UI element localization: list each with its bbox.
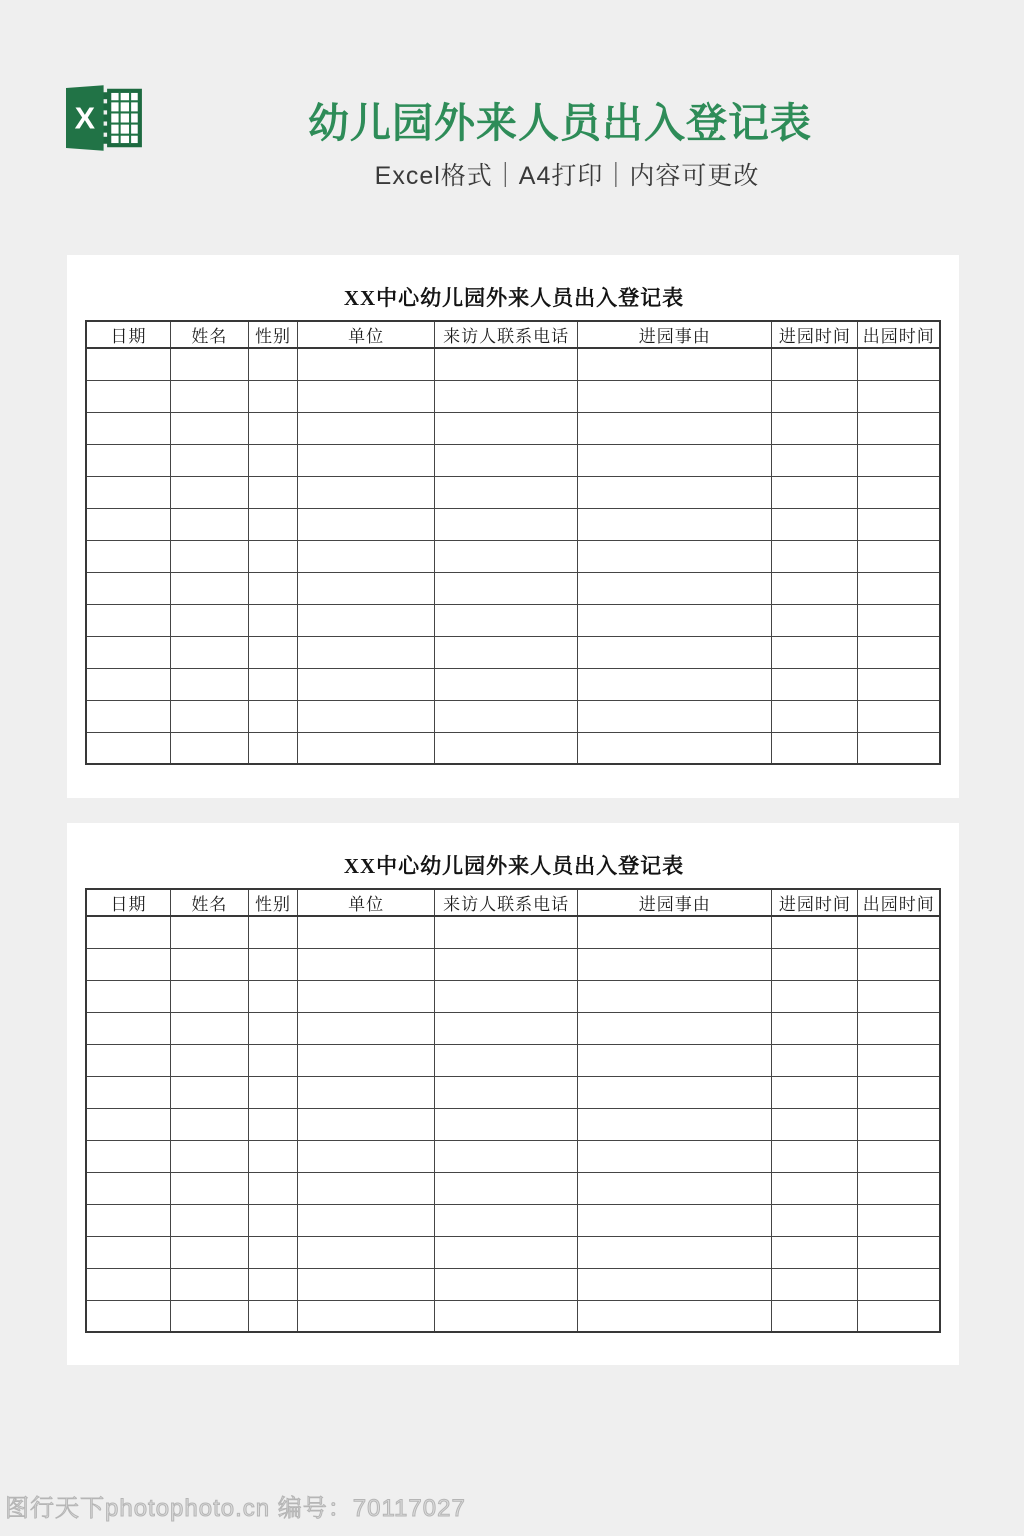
empty-cell [858,700,940,732]
empty-row [86,1140,940,1172]
empty-cell [858,1012,940,1044]
empty-row [86,668,940,700]
empty-cell [434,1172,577,1204]
empty-cell [298,1204,435,1236]
empty-cell [434,348,577,380]
empty-row [86,1108,940,1140]
empty-cell [578,572,772,604]
column-header: 性别 [248,889,298,916]
page-subtitle: Excel格式｜A4打印｜内容可更改 [374,162,760,190]
empty-cell [772,348,858,380]
empty-cell [298,572,435,604]
empty-row [86,948,940,980]
empty-cell [248,1140,298,1172]
empty-cell [434,732,577,764]
empty-cell [298,1140,435,1172]
empty-cell [298,1300,435,1332]
empty-cell [171,1236,249,1268]
empty-cell [578,916,772,948]
empty-row [86,1172,940,1204]
empty-cell [86,1268,171,1300]
empty-cell [434,1204,577,1236]
column-header: 日期 [86,321,171,348]
table-title: XX中心幼儿园外来人员出入登记表 [343,854,685,878]
empty-cell [86,508,171,540]
empty-cell [298,1108,435,1140]
column-header: 出园时间 [858,321,940,348]
empty-cell [298,604,435,636]
empty-cell [578,636,772,668]
column-header: 日期 [86,889,171,916]
empty-cell [858,444,940,476]
empty-row [86,1044,940,1076]
empty-cell [86,1044,171,1076]
empty-cell [858,380,940,412]
empty-cell [248,444,298,476]
empty-cell [248,1108,298,1140]
registration-table-2 [85,888,941,1333]
empty-cell [298,700,435,732]
empty-cell [171,572,249,604]
empty-cell [772,1300,858,1332]
column-header: 来访人联系电话 [434,889,577,916]
empty-cell [772,572,858,604]
empty-cell [434,916,577,948]
empty-cell [434,1140,577,1172]
empty-cell [858,948,940,980]
empty-cell [171,380,249,412]
empty-cell [578,1300,772,1332]
empty-cell [858,348,940,380]
empty-cell [171,700,249,732]
empty-cell [171,348,249,380]
empty-cell [434,980,577,1012]
empty-row [86,348,940,380]
column-header: 单位 [298,889,435,916]
empty-cell [578,1236,772,1268]
empty-cell [298,1012,435,1044]
empty-cell [772,540,858,572]
empty-cell [772,1204,858,1236]
empty-cell [578,444,772,476]
empty-cell [434,380,577,412]
empty-cell [248,572,298,604]
empty-cell [171,1268,249,1300]
empty-cell [578,476,772,508]
empty-cell [86,1076,171,1108]
empty-row [86,444,940,476]
empty-cell [578,700,772,732]
empty-cell [772,380,858,412]
empty-cell [298,1172,435,1204]
empty-cell [248,348,298,380]
column-header: 性别 [248,321,298,348]
column-header: 进园事由 [578,889,772,916]
empty-cell [772,1012,858,1044]
empty-cell [858,1140,940,1172]
column-header: 单位 [298,321,435,348]
empty-cell [248,732,298,764]
column-header: 来访人联系电话 [434,321,577,348]
empty-cell [434,668,577,700]
empty-cell [171,980,249,1012]
empty-cell [298,668,435,700]
empty-cell [248,700,298,732]
empty-cell [248,948,298,980]
empty-cell [298,444,435,476]
header-row [86,889,940,916]
empty-cell [248,636,298,668]
empty-cell [772,916,858,948]
empty-cell [858,1044,940,1076]
empty-cell [772,1044,858,1076]
empty-row [86,1300,940,1332]
empty-cell [772,508,858,540]
empty-cell [578,980,772,1012]
empty-cell [298,380,435,412]
empty-cell [248,1076,298,1108]
empty-cell [86,732,171,764]
column-header: 姓名 [171,889,249,916]
empty-cell [171,732,249,764]
empty-cell [248,1012,298,1044]
empty-cell [772,700,858,732]
empty-row [86,604,940,636]
empty-row [86,732,940,764]
empty-cell [171,1204,249,1236]
empty-cell [434,1300,577,1332]
header-row [86,321,940,348]
empty-cell [298,508,435,540]
empty-cell [248,916,298,948]
empty-cell [298,540,435,572]
empty-cell [298,1044,435,1076]
empty-row [86,1236,940,1268]
empty-cell [86,1172,171,1204]
empty-cell [248,1236,298,1268]
empty-cell [578,508,772,540]
empty-cell [578,1044,772,1076]
empty-cell [772,1108,858,1140]
empty-cell [858,668,940,700]
empty-cell [578,948,772,980]
empty-cell [298,412,435,444]
empty-cell [248,1204,298,1236]
empty-cell [434,572,577,604]
empty-cell [858,1204,940,1236]
empty-cell [248,1044,298,1076]
empty-cell [86,1108,171,1140]
empty-cell [86,1140,171,1172]
empty-cell [858,1108,940,1140]
empty-row [86,636,940,668]
empty-cell [248,1268,298,1300]
empty-cell [578,412,772,444]
empty-cell [772,1076,858,1108]
empty-cell [578,732,772,764]
empty-cell [86,572,171,604]
column-header: 进园时间 [772,321,858,348]
empty-cell [171,1108,249,1140]
empty-cell [248,980,298,1012]
empty-cell [86,348,171,380]
empty-cell [248,668,298,700]
empty-cell [171,444,249,476]
empty-cell [86,700,171,732]
empty-row [86,476,940,508]
empty-cell [298,1236,435,1268]
empty-cell [171,1076,249,1108]
preview-panel-2 [67,823,959,1365]
empty-cell [298,1268,435,1300]
column-header: 出园时间 [858,889,940,916]
empty-cell [86,1236,171,1268]
svg-text:X: X [74,101,96,136]
empty-row [86,1076,940,1108]
empty-cell [772,732,858,764]
empty-cell [171,476,249,508]
empty-cell [858,508,940,540]
empty-cell [248,476,298,508]
empty-cell [772,476,858,508]
empty-cell [578,1204,772,1236]
empty-cell [858,604,940,636]
empty-cell [248,1172,298,1204]
empty-cell [772,604,858,636]
empty-cell [171,1300,249,1332]
empty-cell [434,1268,577,1300]
empty-cell [772,948,858,980]
empty-cell [772,412,858,444]
empty-cell [86,948,171,980]
empty-cell [298,636,435,668]
empty-cell [858,636,940,668]
empty-cell [858,476,940,508]
empty-row [86,916,940,948]
empty-cell [298,980,435,1012]
empty-cell [858,980,940,1012]
empty-cell [434,508,577,540]
empty-cell [434,1012,577,1044]
empty-cell [858,1172,940,1204]
empty-cell [298,732,435,764]
empty-cell [578,1268,772,1300]
empty-cell [578,380,772,412]
empty-cell [248,540,298,572]
preview-panel-1 [67,255,959,798]
empty-row [86,380,940,412]
empty-cell [858,732,940,764]
empty-row [86,508,940,540]
empty-cell [578,348,772,380]
empty-cell [772,1140,858,1172]
empty-cell [298,948,435,980]
column-header: 进园时间 [772,889,858,916]
empty-cell [248,508,298,540]
empty-cell [858,1300,940,1332]
empty-row [86,1268,940,1300]
site-watermark: 图行天下photophoto.cn 编号：70117027 [5,1495,466,1522]
empty-cell [858,412,940,444]
empty-cell [434,1108,577,1140]
empty-cell [171,1044,249,1076]
table-title: XX中心幼儿园外来人员出入登记表 [343,286,685,310]
empty-cell [298,476,435,508]
empty-cell [434,948,577,980]
empty-cell [578,1012,772,1044]
empty-cell [86,980,171,1012]
empty-cell [86,444,171,476]
empty-cell [434,700,577,732]
empty-cell [772,1268,858,1300]
column-header: 进园事由 [578,321,772,348]
empty-cell [298,916,435,948]
empty-cell [86,916,171,948]
empty-cell [434,444,577,476]
empty-cell [171,636,249,668]
empty-cell [434,1076,577,1108]
empty-cell [772,1236,858,1268]
empty-row [86,700,940,732]
empty-cell [86,668,171,700]
empty-cell [86,476,171,508]
empty-cell [248,380,298,412]
empty-cell [86,1204,171,1236]
empty-cell [434,1044,577,1076]
empty-cell [434,540,577,572]
empty-cell [858,1268,940,1300]
registration-table-1 [85,320,941,765]
empty-cell [86,1012,171,1044]
empty-row [86,1012,940,1044]
empty-cell [171,948,249,980]
empty-cell [578,604,772,636]
empty-cell [171,540,249,572]
empty-cell [772,636,858,668]
empty-cell [858,1076,940,1108]
empty-row [86,412,940,444]
empty-cell [86,540,171,572]
empty-row [86,572,940,604]
empty-cell [578,1076,772,1108]
empty-cell [434,636,577,668]
empty-cell [578,1140,772,1172]
empty-cell [858,540,940,572]
empty-cell [171,1140,249,1172]
empty-cell [171,916,249,948]
empty-cell [86,636,171,668]
empty-cell [772,444,858,476]
column-header: 姓名 [171,321,249,348]
empty-cell [171,668,249,700]
empty-cell [86,1300,171,1332]
empty-row [86,980,940,1012]
empty-cell [171,508,249,540]
empty-row [86,1204,940,1236]
empty-cell [86,604,171,636]
empty-cell [248,604,298,636]
empty-cell [772,1172,858,1204]
empty-cell [578,668,772,700]
empty-cell [434,476,577,508]
page-title: 幼儿园外来人员出入登记表 [308,100,812,146]
empty-cell [858,1236,940,1268]
empty-cell [858,572,940,604]
empty-row [86,540,940,572]
empty-cell [434,1236,577,1268]
empty-cell [578,1172,772,1204]
empty-cell [578,540,772,572]
empty-cell [86,412,171,444]
empty-cell [248,412,298,444]
empty-cell [171,1172,249,1204]
empty-cell [298,348,435,380]
empty-cell [171,412,249,444]
empty-cell [858,916,940,948]
empty-cell [86,380,171,412]
empty-cell [772,980,858,1012]
empty-cell [298,1076,435,1108]
empty-cell [434,412,577,444]
empty-cell [171,604,249,636]
empty-cell [248,1300,298,1332]
empty-cell [578,1108,772,1140]
empty-cell [434,604,577,636]
empty-cell [171,1012,249,1044]
empty-cell [772,668,858,700]
